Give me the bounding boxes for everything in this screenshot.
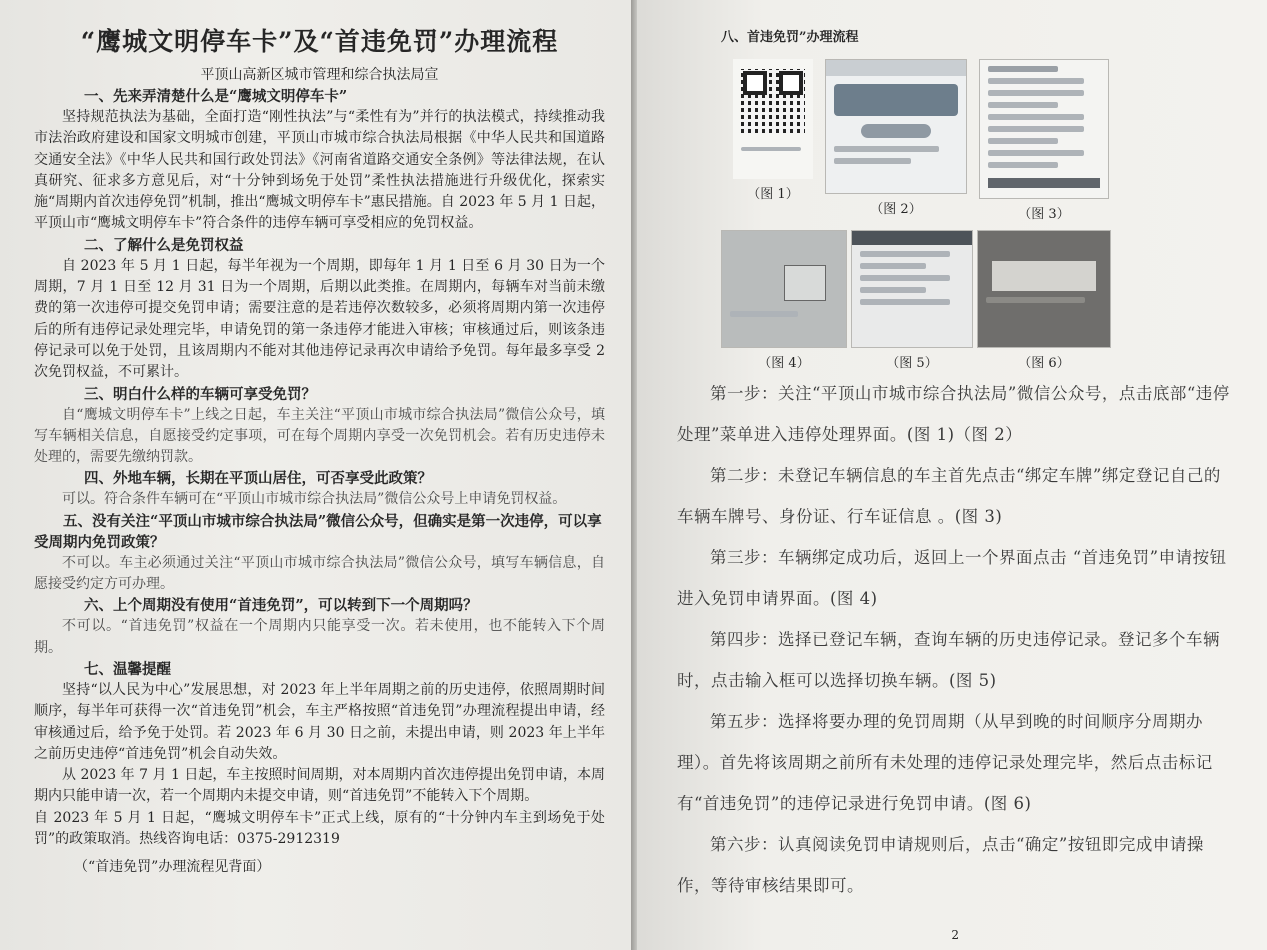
- issuing-org: 平顶山高新区城市管理和综合执法局宣: [200, 67, 439, 83]
- figure-1: [733, 59, 813, 202]
- section-heading-5: 五、没有关注“平顶山市城市综合执法局”微信公众号，但确实是第一次违停，可以享受周期内免罚政策？: [34, 512, 602, 551]
- figure-4: [721, 230, 847, 371]
- section-paragraph-6: 不可以。“首违免罚”权益在一个周期内只能享受一次。若未使用，也不能转入下个周期。: [34, 618, 605, 656]
- section-heading-1: 一、先来弄清楚什么是“鹰城文明停车卡”: [84, 88, 348, 105]
- section-heading-6: 六、上个周期没有使用“首违免罚”，可以转到下一个周期吗？: [84, 597, 478, 615]
- figure-2: [825, 59, 967, 217]
- section-paragraph-3: 自“鹰城文明停车卡”上线之日起，车主关注“平顶山市城市综合执法局”微信公众号，填写车辆相关信息，自愿接受约定事项，可在每个周期内享受一次免罚机会。若有历史违停未处理的，需要先缴纳罚款。: [34, 406, 605, 466]
- screenshot-violation-menu: [825, 59, 967, 194]
- section-paragraph-2: 自 2023 年 5 月 1 日起，每半年视为一个周期，即每年 1 月 1 日至 6 月 30 日为一个周期，7 月 1 日至 12 月 31 日为一个周期，后期以此类推。在周期内，每辆车对当前未缴费的第一次违停可提交免罚申请；需要注意的是若违停次数较多，必须将周期内第一次违停后的所有违停记录处理完毕，申请免罚的第一条违停才能进入审核；审核通过后，则该条违停记录可以免于处罚，且该周期内不能对其他违停记录再次申请给予免罚。每年最多享受 2 次免罚权益，不可累计。: [34, 257, 605, 381]
- step-6: 第六步：认真阅读免罚申请规则后，点击“确定”按钮即完成申请操作，等待审核结果即可。: [677, 835, 1204, 895]
- figure-caption-1: （图 1）: [747, 187, 799, 202]
- screenshot-bind-plate: [979, 59, 1109, 199]
- left-page: [0, 0, 631, 950]
- qr-code-icon: [741, 69, 805, 133]
- figure-caption-4: （图 4）: [758, 356, 810, 371]
- figure-3: [979, 59, 1109, 222]
- section-paragraph-7b: 从 2023 年 7 月 1 日起，车主按照时间周期，对本周期内首次违停提出免罚申请，本周期内只能申请一次，若一个周期内未提交申请，则“首违免罚”不能转入下个周期。: [34, 767, 605, 805]
- figure-caption-5: （图 5）: [886, 356, 938, 371]
- closing-paragraph: 自 2023 年 5 月 1 日起，“鹰城文明停车卡”正式上线，原有的“十分钟内车主到场免于处罚”的政策取消。热线咨询电话：0375-2912319: [34, 809, 605, 848]
- figure-5: [851, 230, 973, 371]
- figure-row-top: [733, 59, 1237, 222]
- figure-row-bottom: [721, 230, 1237, 371]
- figure-caption-2: （图 2）: [870, 202, 922, 217]
- section-paragraph-4: 可以。符合条件车辆可在“平顶山市城市综合执法局”微信公众号上申请免罚权益。: [62, 491, 567, 508]
- qr-code-image: [733, 59, 813, 179]
- step-4: 第四步：选择已登记车辆，查询车辆的历史违停记录。登记多个车辆时，点击输入框可以选择切换车辆。(图 5): [677, 630, 1220, 690]
- section-heading-4: 四、外地车辆，长期在平顶山居住，可否享受此政策？: [84, 470, 432, 488]
- step-1: 第一步：关注“平顶山市城市综合执法局”微信公众号，点击底部“违停处理”菜单进入违停处理界面。(图 1)（图 2）: [677, 384, 1230, 444]
- section-heading-8: 八、首违免罚”办理流程: [721, 30, 859, 45]
- steps-list: [677, 373, 1237, 906]
- section-paragraph-5: 不可以。车主必须通过关注“平顶山市城市综合执法局”微信公众号，填写车辆信息，自愿接受约定方可办理。: [34, 554, 605, 593]
- document-title: “鹰城文明停车卡”及“首违免罚”办理流程: [80, 27, 559, 56]
- section-heading-2: 二、了解什么是免罚权益: [84, 236, 244, 254]
- section-heading-3: 三、明白什么样的车辆可享受免罚？: [84, 385, 316, 403]
- step-3: 第三步：车辆绑定成功后，返回上一个界面点击 “首违免罚”申请按钮进入免罚申请界面。(图 4): [677, 548, 1227, 608]
- step-2: 第二步：未登记车辆信息的车主首先点击“绑定车牌”绑定登记自己的车辆车牌号、身份证、行车证信息 。(图 3): [677, 466, 1221, 526]
- screenshot-apply-record: [977, 230, 1111, 348]
- figure-6: [977, 230, 1111, 371]
- screenshot-select-vehicle: [851, 230, 973, 348]
- section-paragraph-7a: 坚持“以人民为中心”发展思想，对 2023 年上半年周期之前的历史违停，依照周期时间顺序，每半年可获得一次“首违免罚”机会，车主严格按照“首违免罚”办理流程提出申请，经审核通过后，给予免于处罚。若 2023 年 6 月 30 日之前，未提出申请，则 2023 年上半年之前历史违停“首违免罚”机会自动失效。: [34, 681, 605, 762]
- step-5: 第五步：选择将要办理的免罚周期（从早到晚的时间顺序分周期办理）。首先将该周期之前所有未处理的违停记录处理完毕，然后点击标记有“首违免罚”的违停记录进行免罚申请。(图 6): [677, 712, 1213, 813]
- screenshot-apply-entry: [721, 230, 847, 348]
- figure-caption-3: （图 3）: [1018, 207, 1070, 222]
- page-number: 2: [951, 928, 959, 942]
- section-heading-7: 七、温馨提醒: [84, 660, 171, 678]
- figure-caption-6: （图 6）: [1018, 356, 1070, 371]
- back-page-note: （“首违免罚”办理流程见背面）: [74, 859, 271, 876]
- section-paragraph-1: 坚持规范执法为基础，全面打造“刚性执法”与“柔性有为”并行的执法模式，持续推动我市法治政府建设和国家文明城市创建，平顶山市城市综合执法局根据《中华人民共和国道路交通安全法》《中华人民共和国行政处罚法》《河南省道路交通安全条例》等法律法规，在认真研究、征求多方意见后，对“十分钟到场免于处罚”柔性执法措施进行升级优化，探索实施“周期内首次违停免罚”机制，推出“鹰城文明停车卡”惠民措施。自 2023 年 5 月 1 日起，平顶山市“鹰城文明停车卡”符合条件的违停车辆可享受相应的免罚权益。: [34, 109, 605, 232]
- right-page: [637, 0, 1267, 950]
